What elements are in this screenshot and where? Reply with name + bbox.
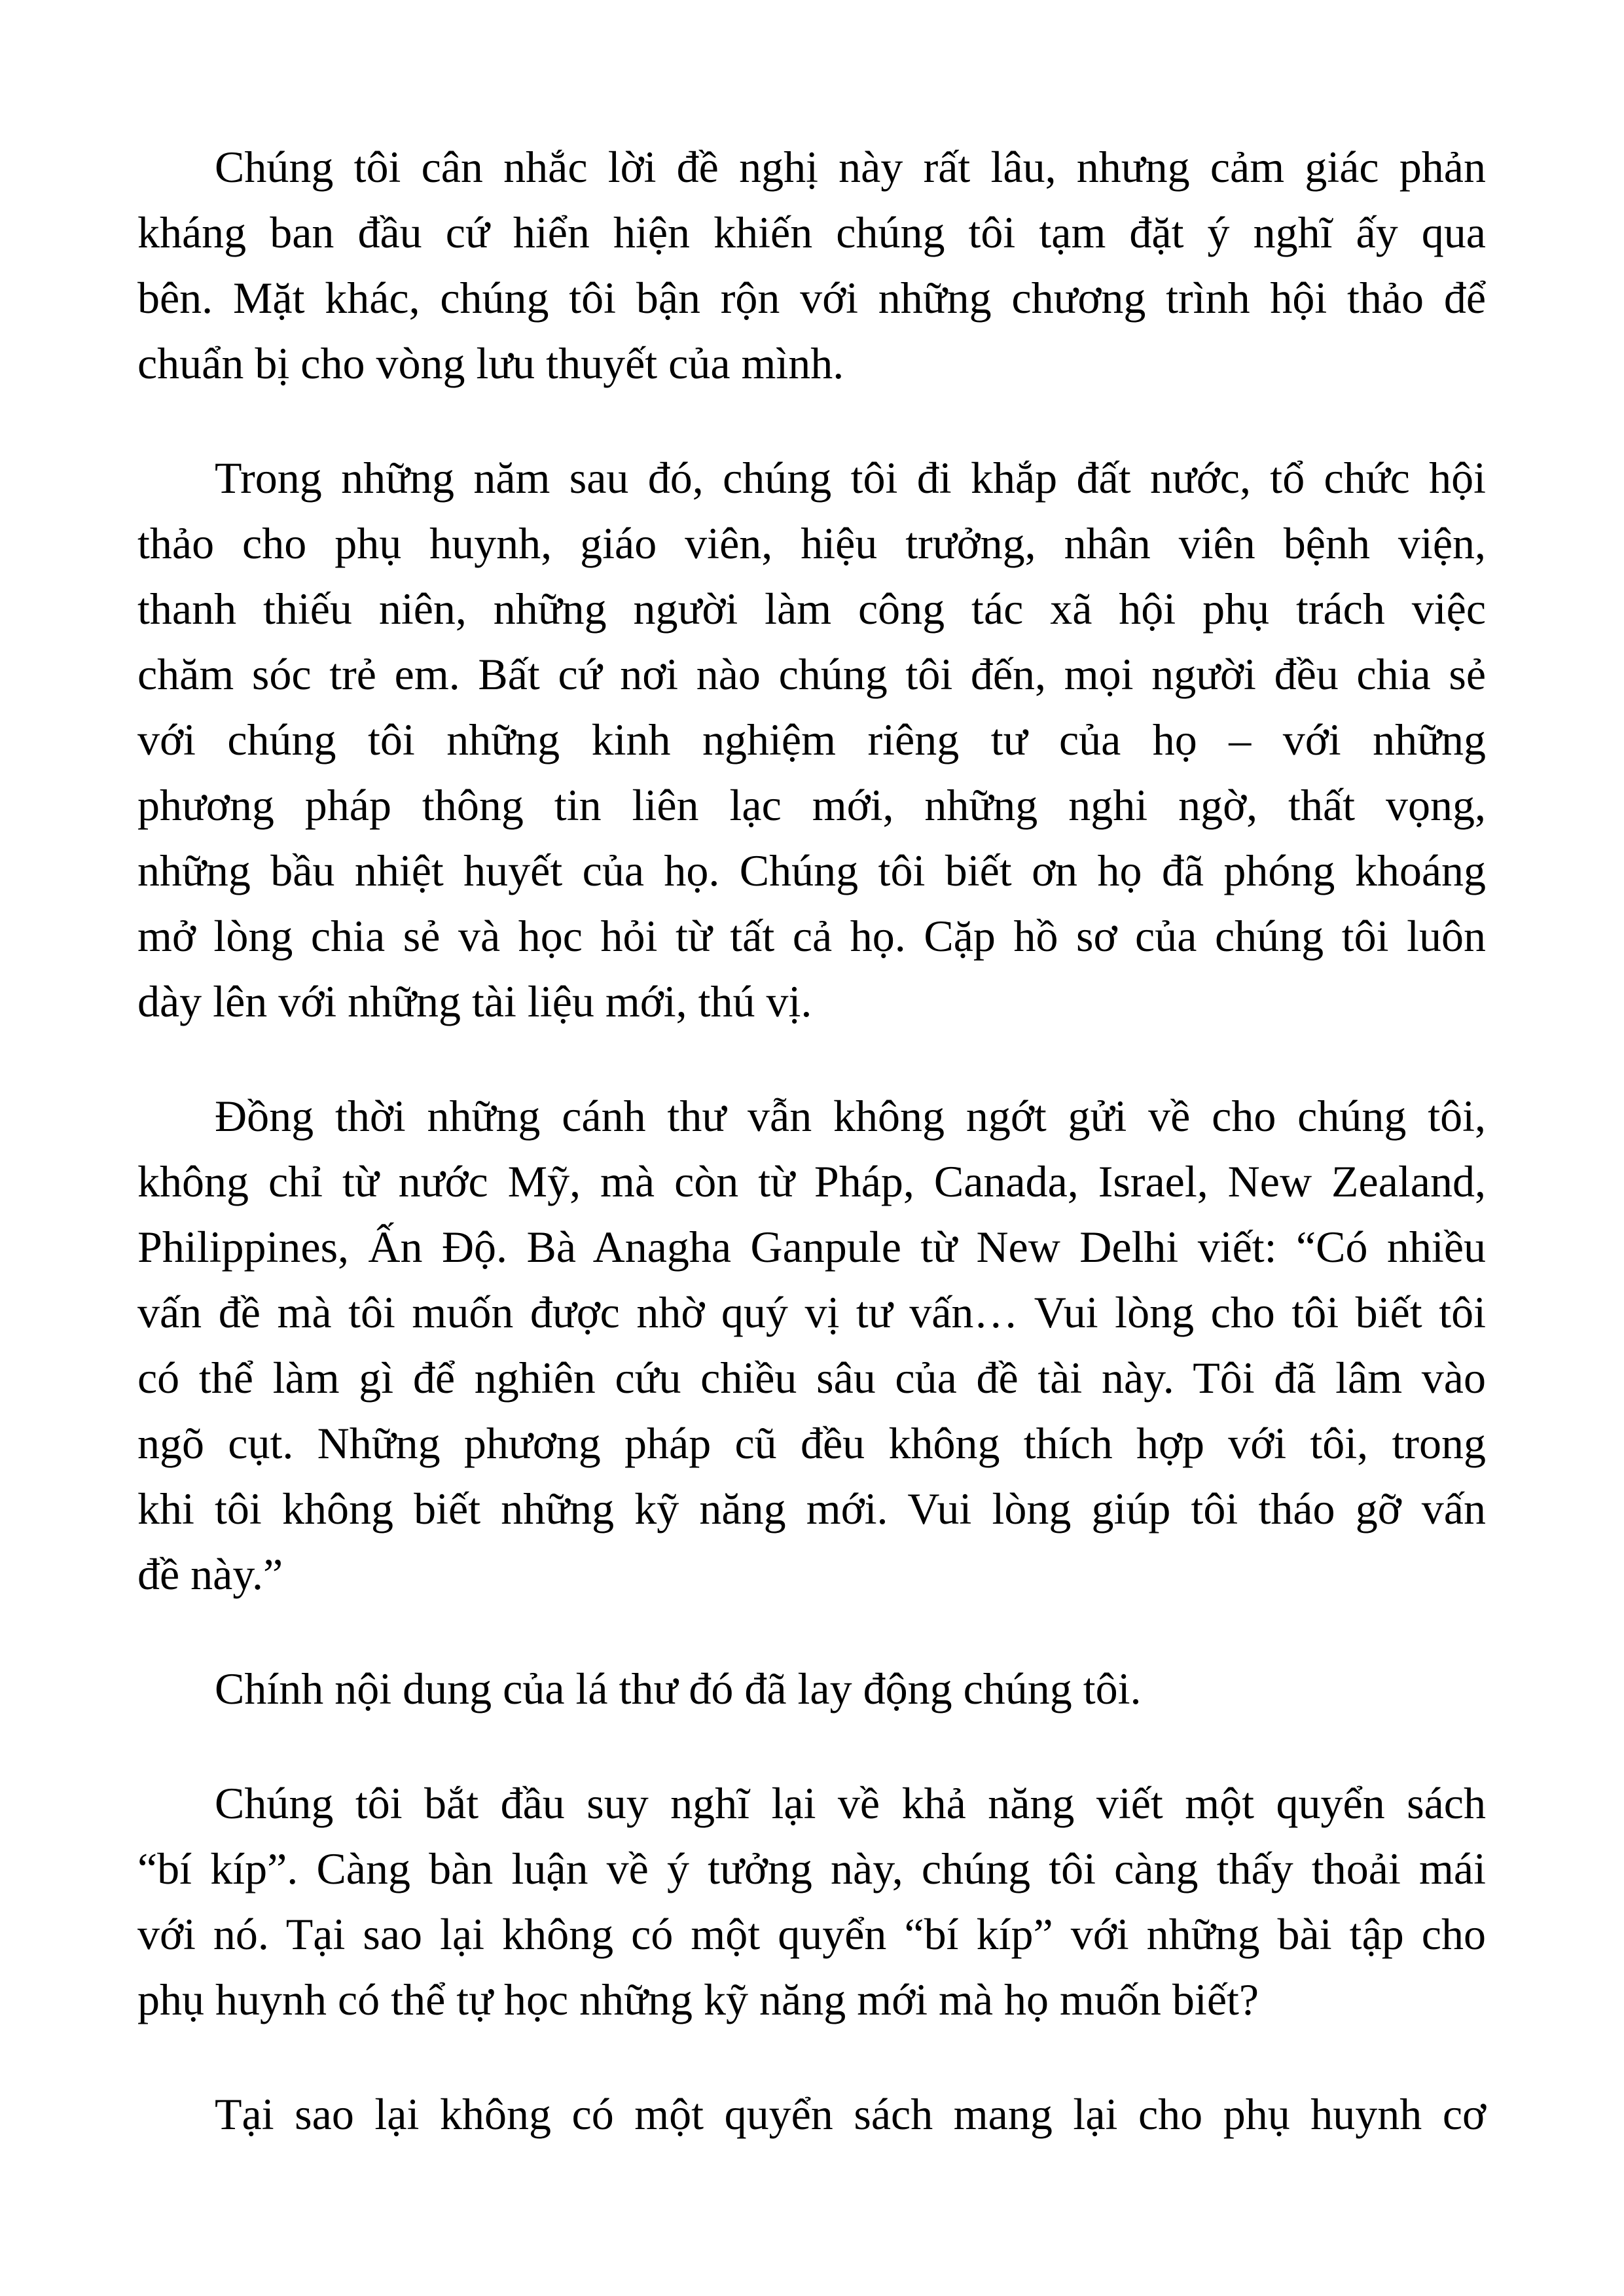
text-line: không chỉ từ nước Mỹ, mà còn từ Pháp, Canada, Israel, New Zealand,	[137, 1157, 1486, 1206]
text-line: Tại sao lại không có một quyển sách mang lại cho phụ huynh cơ	[215, 2089, 1486, 2139]
paragraph	[137, 1770, 1486, 2032]
text-line: Chính nội dung của lá thư đó đã lay động chúng tôi.	[215, 1664, 1142, 1713]
text-line: những bầu nhiệt huyết của họ. Chúng tôi biết ơn họ đã phóng khoáng	[137, 846, 1486, 895]
text-line: “bí kíp”. Càng bàn luận về ý tưởng này, chúng tôi càng thấy thoải mái	[137, 1844, 1486, 1893]
text-line: dày lên với những tài liệu mới, thú vị.	[137, 977, 812, 1026]
paragraph	[137, 445, 1486, 1034]
text-line: ngõ cụt. Những phương pháp cũ đều không thích hợp với tôi, trong	[137, 1418, 1486, 1468]
text-line: chuẩn bị cho vòng lưu thuyết của mình.	[137, 338, 844, 388]
text-line: vấn đề mà tôi muốn được nhờ quý vị tư vấn… Vui lòng cho tôi biết tôi	[137, 1287, 1486, 1337]
text-line: có thể làm gì để nghiên cứu chiều sâu của đề tài này. Tôi đã lâm vào	[137, 1353, 1486, 1403]
text-line: mở lòng chia sẻ và học hỏi từ tất cả họ. Cặp hồ sơ của chúng tôi luôn	[137, 911, 1486, 961]
text-line: đề này.”	[137, 1549, 283, 1599]
text-line: với chúng tôi những kinh nghiệm riêng tư của họ – với những	[137, 715, 1486, 764]
text-line: khi tôi không biết những kỹ năng mới. Vui lòng giúp tôi tháo gỡ vấn	[137, 1484, 1486, 1534]
text-line: phương pháp thông tin liên lạc mới, những nghi ngờ, thất vọng,	[137, 780, 1486, 830]
text-line: kháng ban đầu cứ hiển hiện khiến chúng tôi tạm đặt ý nghĩ ấy qua	[137, 207, 1486, 257]
text-line: thanh thiếu niên, những người làm công tác xã hội phụ trách việc	[137, 584, 1486, 634]
text-line: chăm sóc trẻ em. Bất cứ nơi nào chúng tôi đến, mọi người đều chia sẻ	[137, 649, 1486, 699]
text-line: bên. Mặt khác, chúng tôi bận rộn với những chương trình hội thảo để	[137, 273, 1486, 323]
text-line: Đồng thời những cánh thư vẫn không ngớt gửi về cho chúng tôi,	[215, 1091, 1486, 1141]
paragraph	[137, 2081, 1486, 2147]
text-line: thảo cho phụ huynh, giáo viên, hiệu trưởng, nhân viên bệnh viện,	[137, 518, 1486, 568]
text-line: Chúng tôi cân nhắc lời đề nghị này rất lâu, nhưng cảm giác phản	[215, 142, 1486, 192]
paragraph	[137, 1083, 1486, 1607]
text-line: Philippines, Ấn Độ. Bà Anagha Ganpule từ New Delhi viết: “Có nhiều	[137, 1222, 1486, 1272]
paragraph	[137, 1656, 1486, 1721]
body-text	[137, 134, 1486, 2196]
text-line: Trong những năm sau đó, chúng tôi đi khắp đất nước, tổ chức hội	[215, 453, 1486, 503]
paragraph	[137, 134, 1486, 396]
text-line: phụ huynh có thể tự học những kỹ năng mới mà họ muốn biết?	[137, 1975, 1259, 2024]
text-line: Chúng tôi bắt đầu suy nghĩ lại về khả năng viết một quyển sách	[215, 1778, 1486, 1828]
text-line: với nó. Tại sao lại không có một quyển “bí kíp” với những bài tập cho	[137, 1909, 1486, 1959]
